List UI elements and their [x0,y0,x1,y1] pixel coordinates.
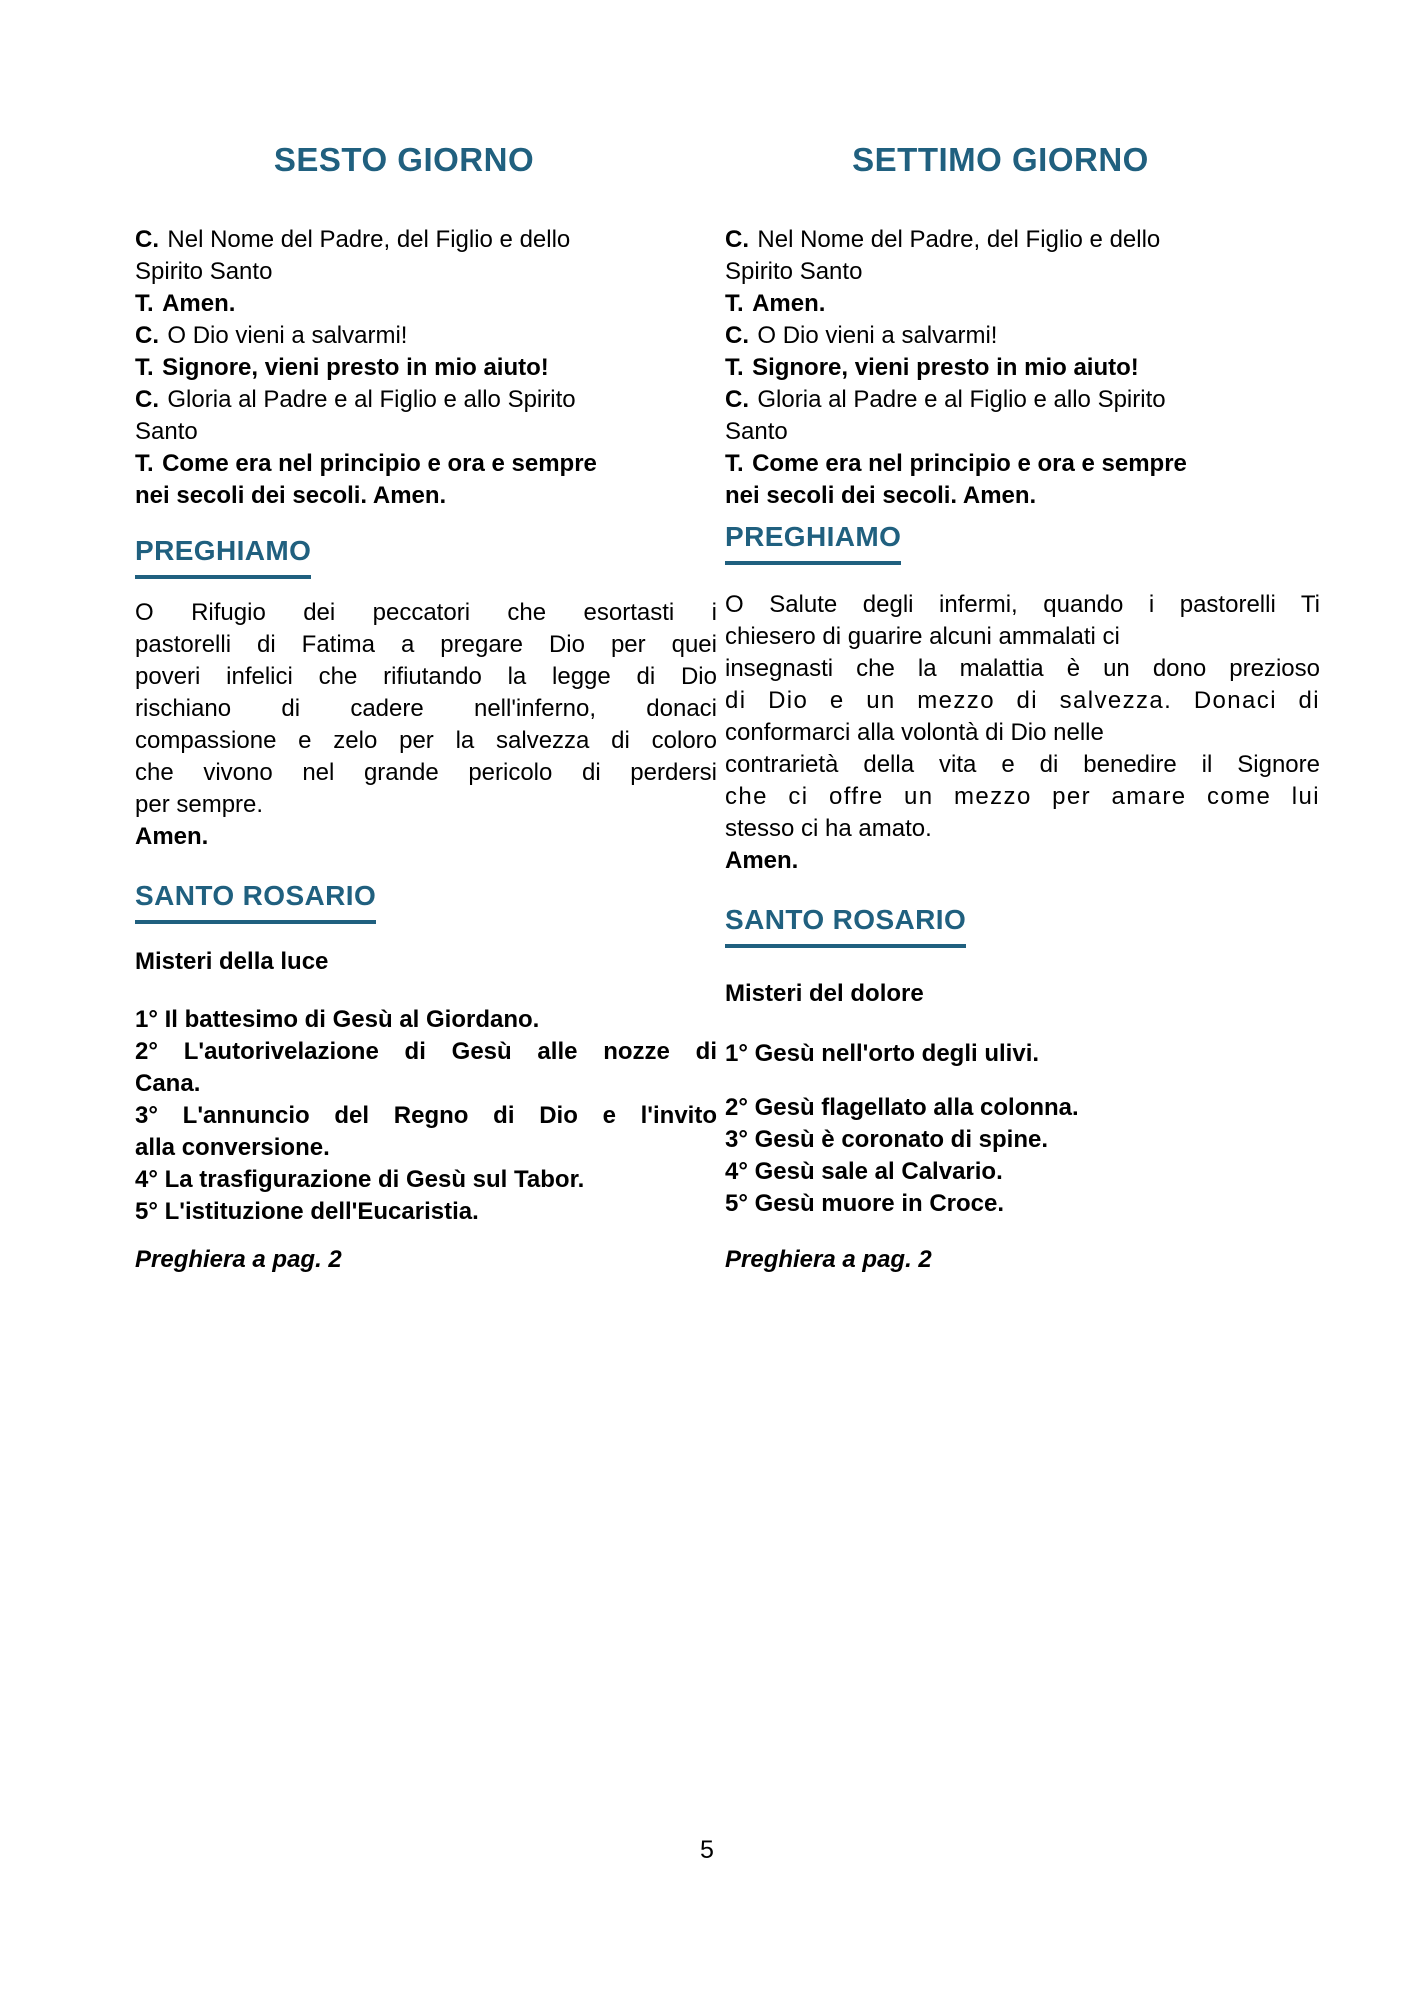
speaker-lead: C. [135,386,159,413]
speaker-lead: C. [725,226,749,253]
opening-line [725,448,1320,480]
prayer-line: chiesero di guarire alcuni ammalati ci [725,623,1120,650]
opening-text: Nel Nome del Padre, del Figlio e dello [757,226,1161,253]
prayer-line: pastorelli di Fatima a pregare Dio per quei [135,631,717,658]
opening-text: Spirito Santo [725,258,863,285]
mystery-list [725,1038,1320,1220]
opening-text: Santo [725,418,788,445]
prayer-line: che ci offre un mezzo per amare come lui [725,783,1320,810]
prayer-paragraph [135,597,717,853]
opening-line [725,288,1320,320]
speaker-lead: C. [135,226,159,253]
opening-dialog [725,224,1320,512]
opening-text: Amen. [752,290,826,317]
prayer-line: O Rifugio dei peccatori che esortasti i [135,599,717,626]
opening-text: Come era nel principio e ora e sempre [752,450,1187,477]
speaker-lead: T. [135,290,154,317]
prayer-line: di Dio e un mezzo di salvezza. Donaci di [725,687,1320,714]
day-title: SETTIMO GIORNO [852,141,1149,178]
mystery-item: 4° Gesù sale al Calvario. [725,1158,1003,1185]
mystery-item: 1° Il battesimo di Gesù al Giordano. [135,1006,540,1033]
preghiamo-section [135,534,717,579]
opening-text: Signore, vieni presto in mio aiuto! [752,354,1139,381]
prayer-paragraph [725,589,1320,877]
mystery-item: 4° La trasfigurazione di Gesù sul Tabor. [135,1166,585,1193]
opening-line [725,480,1320,512]
opening-text: Spirito Santo [135,258,273,285]
opening-text: Nel Nome del Padre, del Figlio e dello [167,226,571,253]
prayer-line: conformarci alla volontà di Dio nelle [725,719,1104,746]
mystery-item: Cana. [135,1070,201,1097]
opening-line [725,384,1320,416]
mysteries-title: Misteri del dolore [725,980,924,1007]
opening-line [725,320,1320,352]
prayer-line: O Salute degli infermi, quando i pastorelli Ti [725,591,1320,618]
mystery-item: 5° L'istituzione dell'Eucaristia. [135,1198,479,1225]
opening-line [135,224,717,256]
prayer-line: rischiano di cadere nell'inferno, donaci [135,695,717,722]
footer-note: Preghiera a pag. 2 [725,1246,932,1273]
opening-line [135,256,717,288]
mystery-list [135,1004,717,1228]
opening-text: Signore, vieni presto in mio aiuto! [162,354,549,381]
opening-line [135,448,717,480]
opening-line [135,416,717,448]
mystery-item: 2° L'autorivelazione di Gesù alle nozze di [135,1038,717,1065]
section-heading-preghiamo: PREGHIAMO [135,534,311,579]
opening-line [135,480,717,512]
opening-line [135,320,717,352]
opening-text: nei secoli dei secoli. Amen. [135,482,447,509]
column-sesto-giorno [135,138,717,1276]
section-heading-preghiamo: PREGHIAMO [725,520,901,565]
mystery-item: alla conversione. [135,1134,330,1161]
speaker-lead: C. [135,322,159,349]
page-number: 5 [700,1836,714,1864]
mystery-item: 3° Gesù è coronato di spine. [725,1126,1049,1153]
speaker-lead: T. [135,354,154,381]
prayer-line: insegnasti che la malattia è un dono prezioso [725,655,1320,682]
prayer-line: poveri infelici che rifiutando la legge di Dio [135,663,717,690]
footer-note: Preghiera a pag. 2 [135,1246,342,1273]
mystery-item: 1° Gesù nell'orto degli ulivi. [725,1040,1040,1067]
preghiamo-section [725,520,1320,565]
speaker-lead: T. [135,450,154,477]
opening-text: Gloria al Padre e al Figlio e allo Spirito [757,386,1166,413]
prayer-amen: Amen. [725,847,799,874]
mysteries-title: Misteri della luce [135,948,329,975]
opening-dialog [135,224,717,512]
opening-line [725,256,1320,288]
mystery-item: 3° L'annuncio del Regno di Dio e l'invito [135,1102,717,1129]
speaker-lead: T. [725,450,744,477]
opening-text: nei secoli dei secoli. Amen. [725,482,1037,509]
santo-rosario-section [725,903,1320,948]
prayer-line: per sempre. [135,791,264,818]
speaker-lead: T. [725,290,744,317]
mystery-item: 2° Gesù flagellato alla colonna. [725,1094,1079,1121]
santo-rosario-section [135,879,717,924]
opening-line [135,384,717,416]
section-heading-santo-rosario: SANTO ROSARIO [135,879,376,924]
section-heading-santo-rosario: SANTO ROSARIO [725,903,966,948]
opening-text: Santo [135,418,198,445]
opening-text: Come era nel principio e ora e sempre [162,450,597,477]
opening-line [725,224,1320,256]
opening-text: O Dio vieni a salvarmi! [757,322,998,349]
speaker-lead: C. [725,386,749,413]
column-settimo-giorno [725,138,1320,1276]
prayer-line: stesso ci ha amato. [725,815,932,842]
day-title: SESTO GIORNO [273,141,535,178]
prayer-amen: Amen. [135,823,209,850]
opening-line [725,416,1320,448]
opening-line [135,352,717,384]
prayer-line: che vivono nel grande pericolo di perdersi [135,759,717,786]
opening-text: O Dio vieni a salvarmi! [167,322,408,349]
prayer-line: contrarietà della vita e di benedire il Signore [725,751,1320,778]
opening-line [725,352,1320,384]
opening-line [135,288,717,320]
prayer-line: compassione e zelo per la salvezza di coloro [135,727,717,754]
speaker-lead: C. [725,322,749,349]
opening-text: Gloria al Padre e al Figlio e allo Spirito [167,386,576,413]
opening-text: Amen. [162,290,236,317]
speaker-lead: T. [725,354,744,381]
mystery-item: 5° Gesù muore in Croce. [725,1190,1005,1217]
